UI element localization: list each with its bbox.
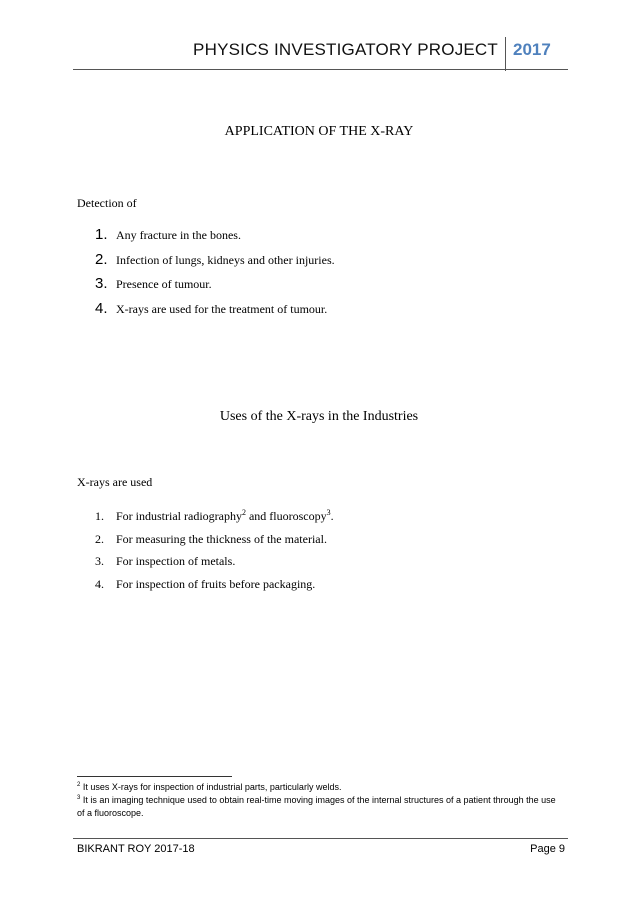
footer-rule: [73, 838, 568, 839]
footnotes: [77, 781, 557, 820]
footer-page-number: Page 9: [530, 843, 565, 855]
list-number: 2.: [95, 250, 108, 268]
list-number: 2.: [95, 531, 104, 546]
list-item-text: Infection of lungs, kidneys and other injuries.: [116, 252, 335, 267]
list-number: 1.: [95, 226, 108, 243]
list-item-text: For inspection of fruits before packaging.: [116, 576, 316, 591]
header-rule: [73, 69, 568, 70]
list-item-text: For inspection of metals.: [116, 554, 236, 568]
list-item-text: Any fracture in the bones.: [116, 228, 241, 242]
list-item: [95, 223, 335, 248]
list-item: [95, 505, 334, 528]
list-item: [95, 550, 334, 573]
uses-list: [95, 505, 334, 595]
uses-intro: X-rays are used: [77, 475, 153, 489]
list-item-text: For industrial radiography: [116, 509, 242, 523]
list-item: [95, 272, 335, 297]
footnote: [77, 781, 557, 794]
footnote-mark: 2: [77, 782, 81, 788]
section-title-industries: Uses of the X-rays in the Industries: [219, 409, 419, 424]
list-number: 4.: [95, 299, 108, 317]
list-item: [95, 248, 335, 273]
header-title: PHYSICS INVESTIGATORY PROJECT: [193, 40, 498, 59]
footnote-text: It is an imaging technique used to obtain real-time moving images of the internal structures of a patient through the use of a fluoroscope.: [77, 795, 556, 818]
list-number: 3.: [95, 275, 108, 292]
footnote-text: It uses X-rays for inspection of industrial parts, particularly welds.: [80, 782, 342, 792]
list-item-text: Presence of tumour.: [116, 277, 212, 291]
list-item: [95, 573, 334, 596]
footnote-mark: 3: [77, 795, 81, 801]
list-item: [95, 297, 335, 322]
section-title-application: APPLICATION OF THE X-RAY: [224, 124, 414, 139]
detection-intro: Detection of: [77, 196, 137, 210]
list-item-text: .: [330, 509, 334, 523]
list-item-text: and fluoroscopy: [245, 509, 327, 523]
footnote: [77, 794, 557, 820]
header-year: 2017: [513, 40, 551, 59]
footer-author: BIKRANT ROY 2017-18: [77, 843, 195, 855]
list-number: 1.: [95, 509, 104, 523]
list-number: 3.: [95, 554, 104, 568]
list-item-text: For measuring the thickness of the material.: [116, 531, 327, 546]
header-divider: [505, 37, 506, 71]
list-item: [95, 528, 334, 551]
detection-list: [95, 223, 335, 321]
footnote-ref[interactable]: 2: [241, 508, 246, 517]
list-number: 4.: [95, 576, 104, 591]
footnote-rule: [77, 776, 232, 777]
list-item-text: X-rays are used for the treatment of tumour.: [116, 301, 328, 316]
footnote-ref[interactable]: 3: [326, 508, 331, 517]
